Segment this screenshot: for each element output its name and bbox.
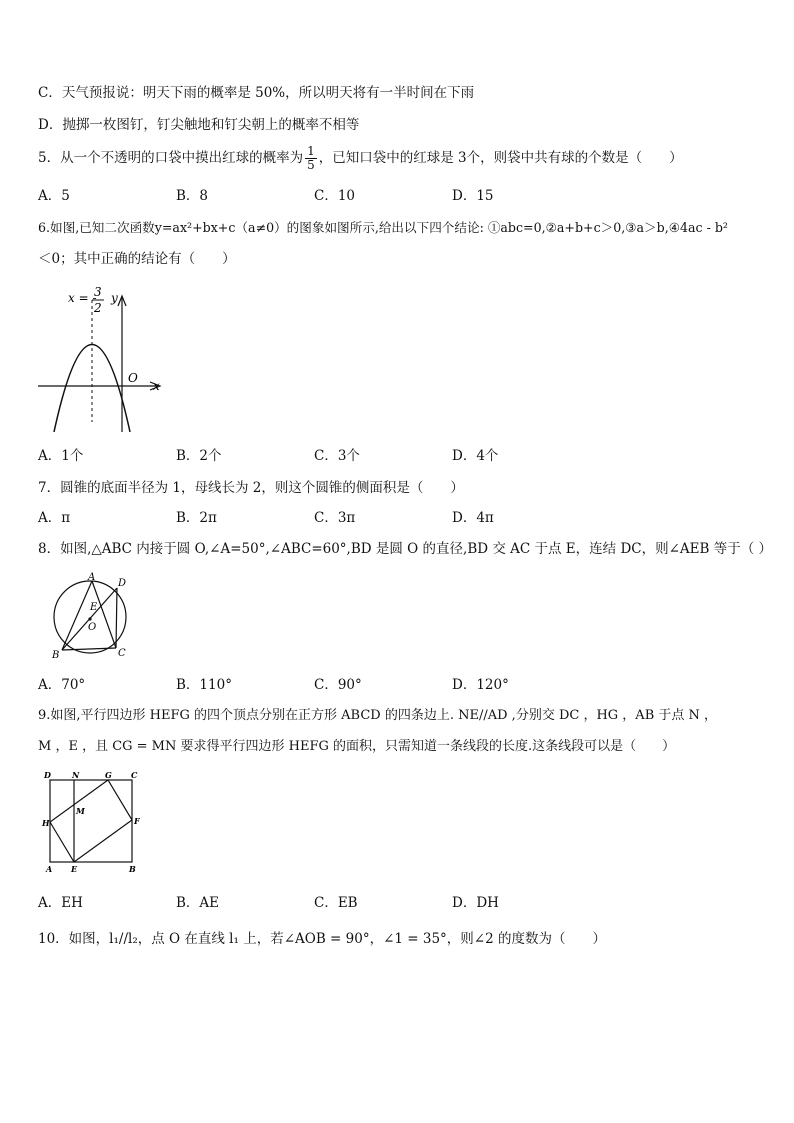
q6-option-a: A．1个 bbox=[38, 448, 84, 464]
q6-option-c: C．3个 bbox=[314, 448, 360, 464]
q6-axis-den: 2 bbox=[94, 301, 102, 315]
q7-stem: 7．圆锥的底面半径为 1，母线长为 2，则这个圆锥的侧面积是（ ） bbox=[38, 480, 464, 496]
q5-frac-den: 5 bbox=[307, 158, 315, 172]
q6-parabola-curve bbox=[54, 345, 130, 433]
q8-circle-figure bbox=[44, 570, 134, 660]
q4-option-d: D．抛掷一枚图钉，钉尖触地和钉尖朝上的概率不相等 bbox=[38, 117, 360, 133]
q8-label-e: E bbox=[90, 602, 98, 613]
q8-option-d: D．120° bbox=[452, 677, 509, 693]
q9-label-n: N bbox=[72, 770, 80, 780]
q9-option-a: A．EH bbox=[38, 895, 83, 911]
q9-parallelogram bbox=[50, 780, 132, 862]
q5-stem-b: ，已知口袋中的红球是 3个，则袋中共有球的个数是（ ） bbox=[318, 150, 683, 166]
q8-stem: 8．如图,△ABC 内接于圆 O,∠A=50°,∠ABC=60°,BD 是圆 O 的直径,BD 交 AC 于点 E，连结 DC，则∠AEB 等于（ ） bbox=[38, 541, 773, 557]
q9-stem-line2: M ，E ，且 CG = MN 要求得平行四边形 HEFG 的面积，只需知道一条线段的长度.这条线段可以是（ ） bbox=[38, 739, 676, 754]
q5-option-c: C．10 bbox=[314, 188, 356, 204]
q9-label-g: G bbox=[105, 770, 112, 780]
q9-label-e: E bbox=[71, 864, 78, 874]
q6-stem-line1: 6.如图,已知二次函数y=ax²+bx+c（a≠0）的图象如图所示,给出以下四个结论: ①abc=0,②a+b+c＞0,③a＞b,④4ac - b² bbox=[38, 220, 728, 235]
q9-label-d: D bbox=[44, 770, 51, 780]
q9-label-m: M bbox=[76, 806, 85, 816]
q9-option-d: D．DH bbox=[452, 895, 499, 911]
q5-frac-num: 1 bbox=[307, 144, 315, 158]
q7-option-c: C．3π bbox=[314, 510, 356, 526]
q9-option-b: B．AE bbox=[176, 895, 220, 911]
q8-option-b: B．110° bbox=[176, 677, 232, 693]
q5-option-b: B．8 bbox=[176, 188, 209, 204]
q5-option-d: D．15 bbox=[452, 188, 494, 204]
q5-option-a: A．5 bbox=[38, 188, 70, 204]
q6-stem-line2: ＜0；其中正确的结论有（ ） bbox=[38, 251, 236, 267]
q9-label-b: B bbox=[129, 864, 136, 874]
q10-stem: 10．如图，l₁//l₂，点 O 在直线 l₁ 上，若∠AOB = 90°，∠1 = 35°，则∠2 的度数为（ ） bbox=[38, 931, 606, 947]
q8-label-b: B bbox=[52, 650, 60, 660]
q6-y-label: y bbox=[111, 291, 118, 305]
q8-label-o: O bbox=[88, 622, 97, 633]
q8-option-c: C．90° bbox=[314, 677, 362, 693]
q8-label-d: D bbox=[118, 578, 127, 589]
q7-option-b: B．2π bbox=[176, 510, 217, 526]
q5-stem bbox=[38, 145, 683, 172]
q9-option-c: C．EB bbox=[314, 895, 358, 911]
q6-x-label: x bbox=[153, 379, 160, 393]
q9-label-h: H bbox=[42, 818, 50, 828]
q5-stem-a: 5．从一个不透明的口袋中摸出红球的概率为 bbox=[38, 150, 304, 166]
q9-label-a: A bbox=[46, 864, 53, 874]
q7-option-d: D．4π bbox=[452, 510, 494, 526]
q8-label-c: C bbox=[118, 648, 126, 659]
q6-option-b: B．2个 bbox=[176, 448, 222, 464]
q6-axis-num: 3 bbox=[94, 285, 102, 299]
q9-label-c: C bbox=[131, 770, 138, 780]
q6-parabola-figure bbox=[32, 282, 172, 434]
q9-label-f: F bbox=[134, 816, 140, 826]
q9-square-figure bbox=[40, 768, 152, 876]
q6-option-d: D．4个 bbox=[452, 448, 499, 464]
q5-fraction bbox=[305, 145, 317, 172]
q6-origin-label: O bbox=[128, 371, 138, 385]
q7-option-a: A．π bbox=[38, 510, 71, 526]
q4-option-c: C．天气预报说：明天下雨的概率是 50%，所以明天将有一半时间在下雨 bbox=[38, 85, 475, 101]
q8-option-a: A．70° bbox=[38, 677, 86, 693]
q9-stem-line1: 9.如图,平行四边形 HEFG 的四个顶点分别在正方形 ABCD 的四条边上. NE//AD ,分别交 DC ，HG ，AB 于点 N ， bbox=[38, 708, 718, 723]
q8-label-a: A bbox=[88, 572, 96, 583]
q6-axis-label: x = - bbox=[68, 291, 97, 305]
